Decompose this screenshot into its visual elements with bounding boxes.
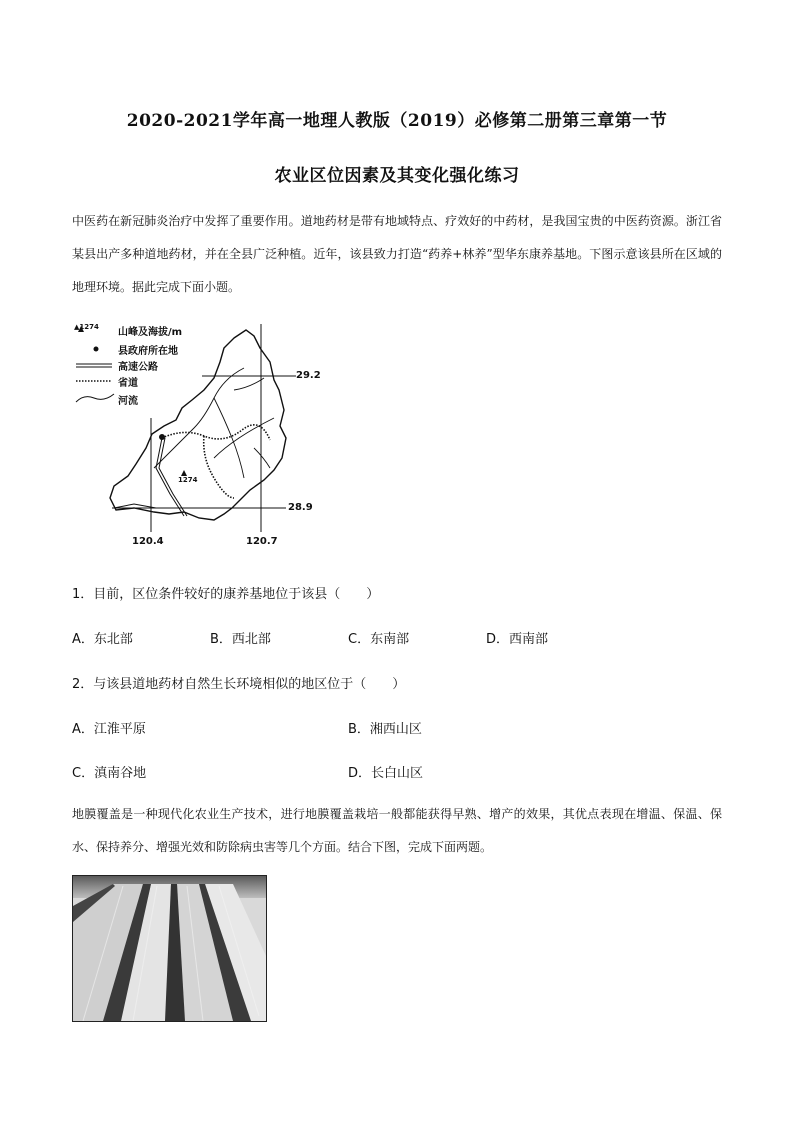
question-2-option-b[interactable]: B．湘西山区 [348, 722, 422, 737]
lon-west-label: 120.4 [132, 536, 164, 547]
map-drawing [74, 318, 324, 554]
legend-peak-code: ▲1274 [74, 323, 99, 331]
question-1-stem: 1．目前，区位条件较好的康养基地位于该县（ ） [72, 587, 380, 602]
river-legend-icon [76, 394, 114, 402]
region-map [74, 318, 324, 554]
lat-south-label: 28.9 [288, 502, 313, 513]
document-title-line1: 2020-2021学年高一地理人教版（2019）必修第二册第三章第一节 [126, 111, 668, 131]
county-seat-marker [159, 434, 165, 440]
lat-north-label: 29.2 [296, 370, 321, 381]
question-2-stem: 2．与该县道地药材自然生长环境相似的地区位于（ ） [72, 677, 406, 692]
legend-county-seat: 县政府所在地 [118, 346, 178, 357]
question-1-option-a[interactable]: A．东北部 [72, 632, 133, 647]
legend-peak: 山峰及海拔/m [118, 327, 183, 338]
plastic-film-photo [72, 875, 267, 1022]
passage-intro: 中医药在新冠肺炎治疗中发挥了重要作用。道地药材是带有地域特点、疗效好的中药材，是我国宝贵的中医药资源。浙江省某县出产多种道地药材，并在全县广泛种植。近年，该县致力打造“药养+林养”型华东康养基地。下图示意该县所在区域的地理环境。据此完成下面小题。 [72, 214, 722, 294]
question-1-option-b[interactable]: B．西北部 [210, 632, 271, 647]
peak-elevation-label: 1274 [178, 476, 198, 484]
question-1-option-c[interactable]: C．东南部 [348, 632, 410, 647]
document-title-line2: 农业区位因素及其变化强化练习 [274, 166, 520, 186]
legend-expressway: 高速公路 [118, 362, 158, 373]
legend-provincial-road: 省道 [118, 378, 138, 389]
legend-river: 河流 [118, 396, 138, 407]
question-2-option-d[interactable]: D．长白山区 [348, 766, 424, 781]
passage-plastic-film: 地膜覆盖是一种现代化农业生产技术，进行地膜覆盖栽培一般都能获得早熟、增产的效果，其优点表现在增温、保温、保水、保持养分、增强光效和防除病虫害等几个方面。结合下图，完成下面两题。 [72, 807, 722, 854]
plastic-film-photo-drawing [73, 876, 266, 1021]
county-seat-legend-icon [94, 347, 99, 352]
question-2-option-c[interactable]: C．滇南谷地 [72, 766, 147, 781]
question-1-option-d[interactable]: D．西南部 [486, 632, 549, 647]
lon-east-label: 120.7 [246, 536, 278, 547]
question-2-option-a[interactable]: A．江淮平原 [72, 722, 146, 737]
